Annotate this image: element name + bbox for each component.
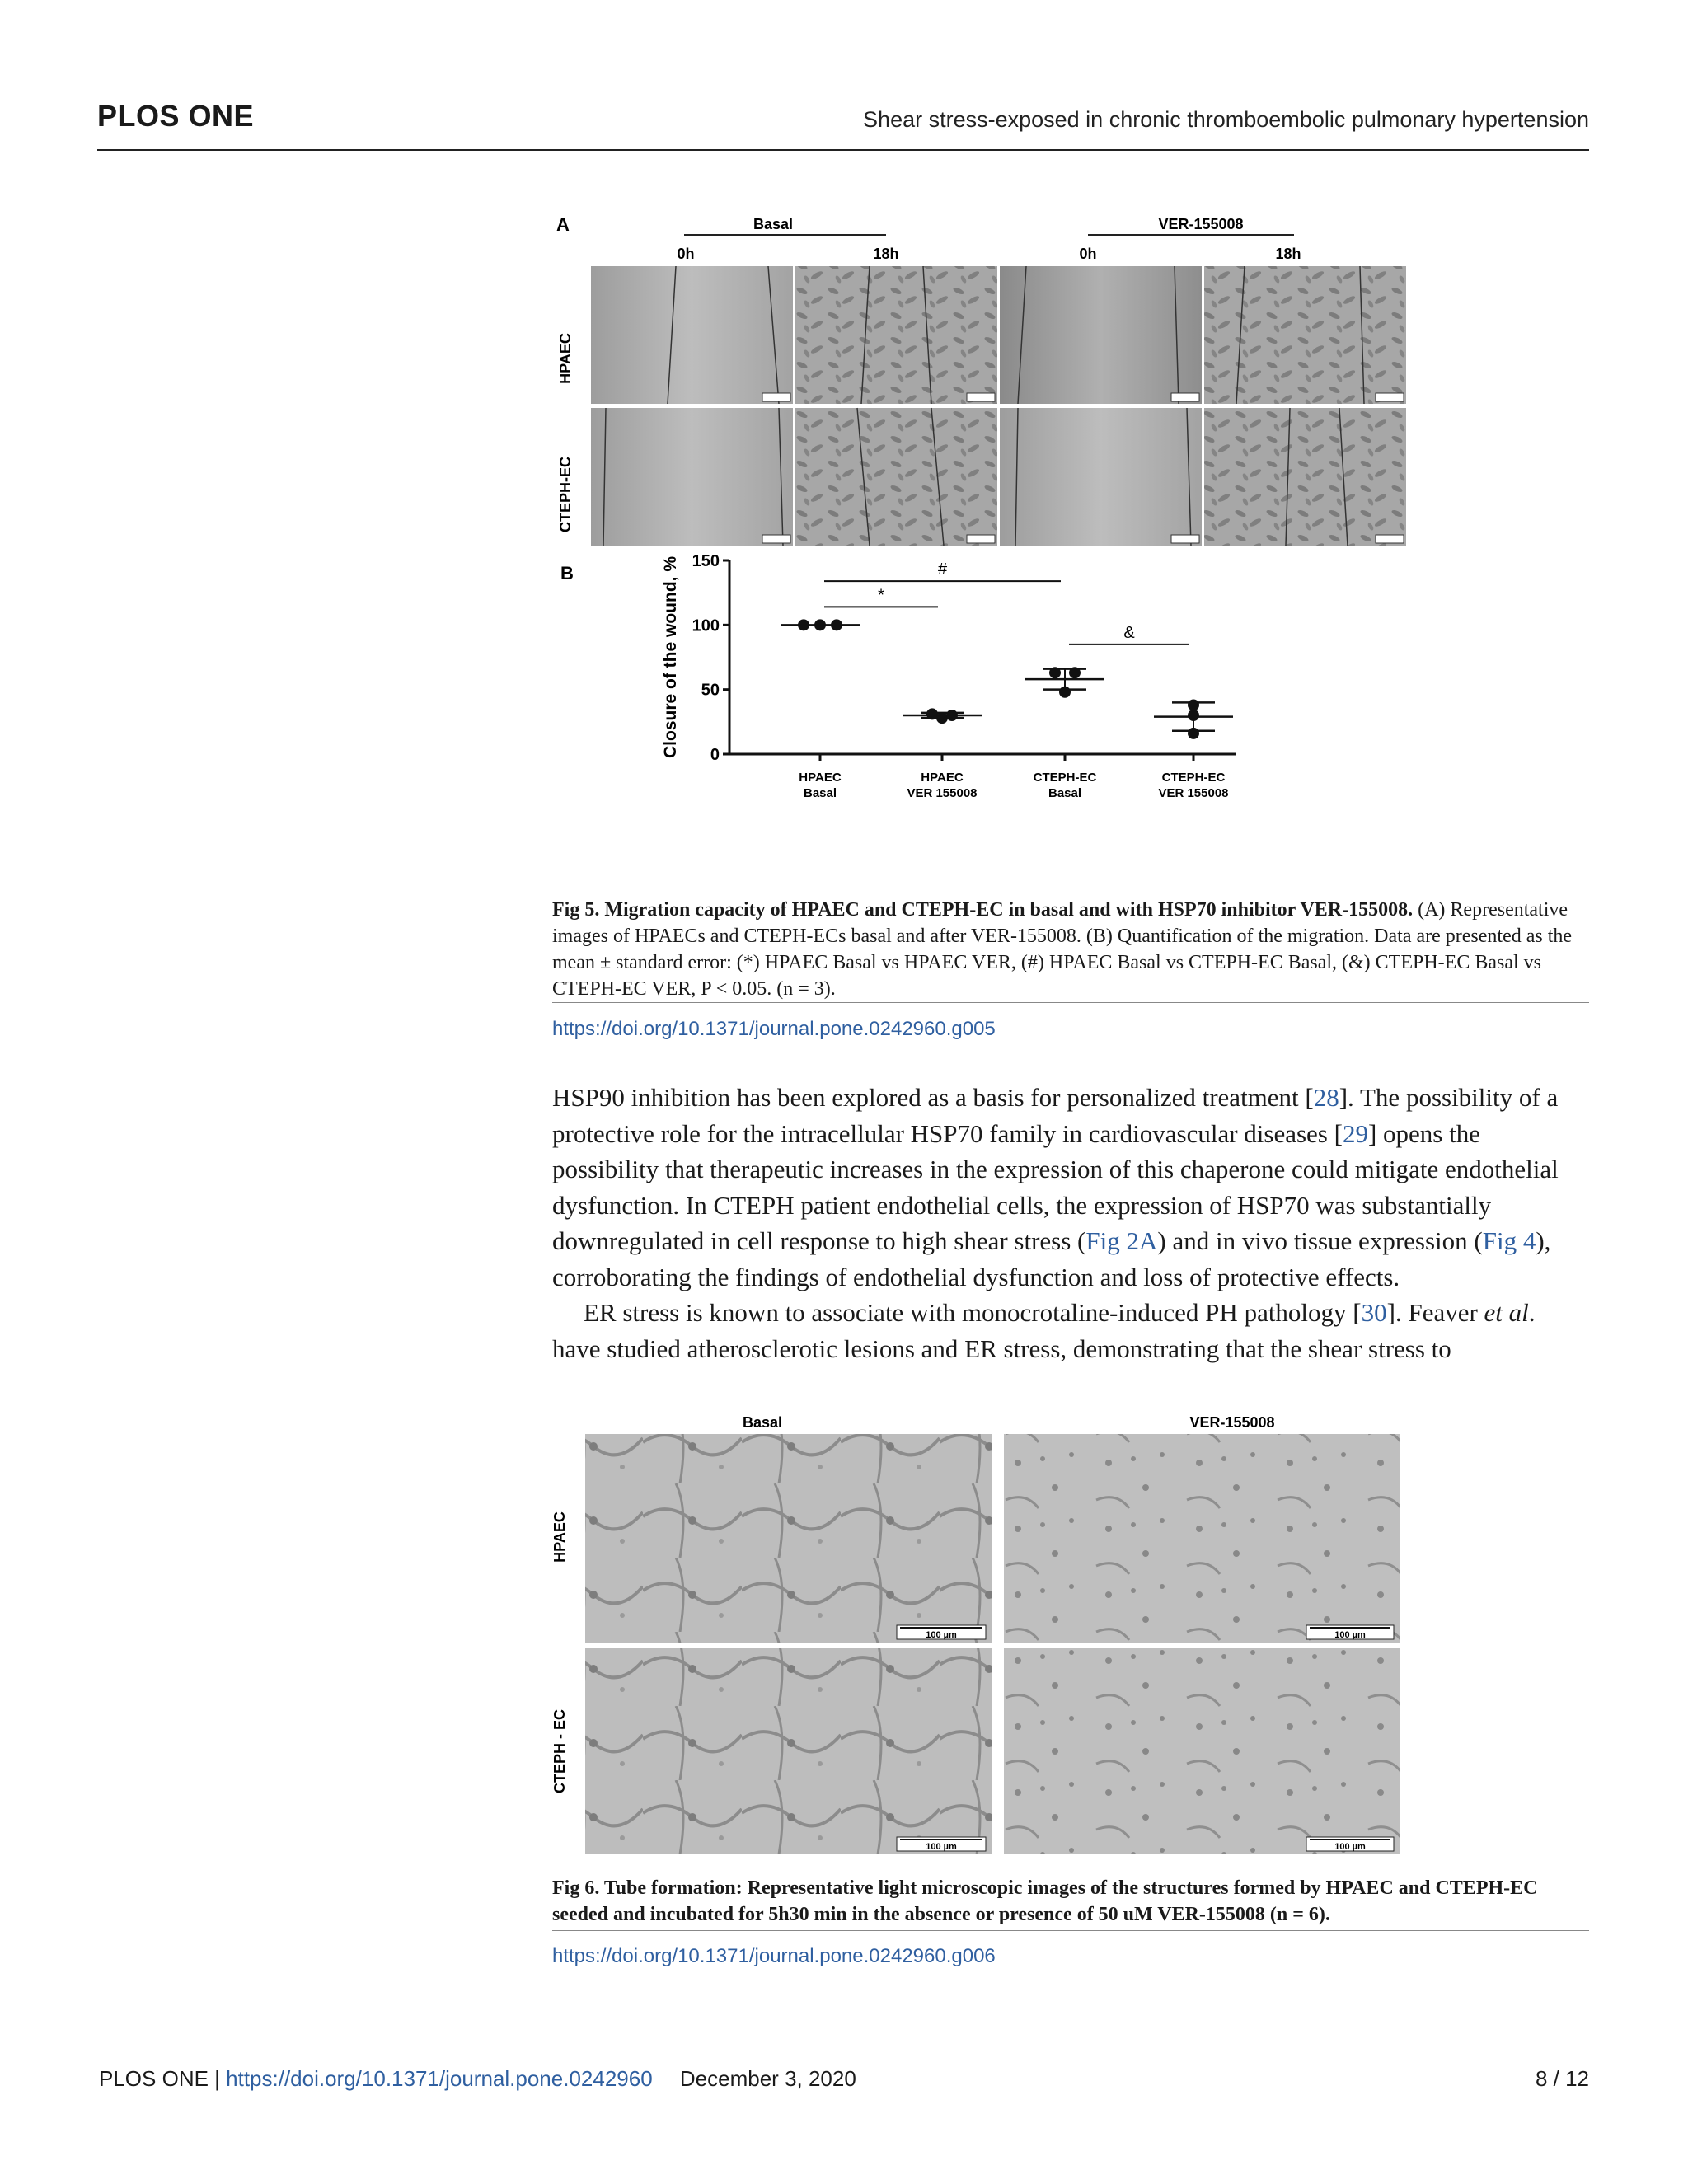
data-point <box>1059 687 1071 698</box>
data-point <box>926 708 938 719</box>
fig6-caption <box>552 1875 1589 1928</box>
fig6-caption-divider <box>552 1930 1589 1931</box>
footer-journal: PLOS ONE | <box>99 2066 227 2091</box>
group-label-ver: VER-155008 <box>1158 216 1244 232</box>
footer-date: December 3, 2020 <box>679 2066 856 2091</box>
fig6-col-label-basal: Basal <box>742 1414 783 1431</box>
row-label-cteph: CTEPH-EC <box>557 456 574 533</box>
x-tick-label: VER 155008 <box>907 786 978 800</box>
panel-b-letter: B <box>560 563 574 583</box>
y-axis-label: Closure of the wound, % <box>661 556 680 758</box>
data-point <box>1069 667 1081 678</box>
micrograph-cteph-basal-18h <box>795 408 997 546</box>
micrograph-hpaec-basal-18h <box>795 266 997 404</box>
fig-4-link[interactable]: Fig 4 <box>1482 1226 1536 1255</box>
y-tick-label: 0 <box>710 746 720 764</box>
scale-bar-label: 100 µm <box>926 1630 957 1640</box>
row-label-hpaec: HPAEC <box>557 333 574 384</box>
micrograph-cteph-basal-0h <box>591 408 793 546</box>
data-point <box>814 619 826 630</box>
x-tick-label: VER 155008 <box>1158 786 1229 800</box>
fig-2a-link[interactable]: Fig 2A <box>1085 1226 1158 1255</box>
data-point <box>946 710 958 721</box>
running-title: Shear stress-exposed in chronic thromboembolic pulmonary hypertension <box>863 107 1589 132</box>
data-point <box>831 619 842 630</box>
footer-doi-link[interactable]: https://doi.org/10.1371/journal.pone.0242960 <box>226 2066 653 2091</box>
paragraph-2 <box>552 1295 1589 1366</box>
page-footer <box>99 2066 1589 2092</box>
time-label-0h-ver: 0h <box>1079 246 1097 262</box>
micrograph-fig6-hpaec-basal <box>585 1434 992 1643</box>
x-tick-label: HPAEC <box>799 771 842 785</box>
text-run: ), corroborating the findings of endothelial dysfunction and loss of protective effects. <box>552 1226 1551 1291</box>
ref-30-link[interactable]: 30 <box>1361 1298 1387 1327</box>
header-divider <box>97 149 1589 151</box>
time-label-18h-ver: 18h <box>1275 246 1301 262</box>
fig5-caption <box>552 897 1589 1002</box>
text-run: ER stress is known to associate with monocrotaline-induced PH pathology [ <box>584 1298 1362 1327</box>
fig6-row-label-hpaec: HPAEC <box>551 1511 568 1563</box>
fig5-caption-divider <box>552 1002 1589 1003</box>
text-run: ]. The possibility of a protective role for the intracellular HSP70 family in cardiovascular diseases [ <box>552 1083 1559 1148</box>
figure-6 <box>544 1409 1418 1858</box>
page-number: 8 / 12 <box>1535 2066 1589 2091</box>
data-point <box>1188 728 1199 739</box>
scale-bar-label: 100 µm <box>1334 1630 1366 1640</box>
text-run: ]. Feaver <box>1386 1298 1484 1327</box>
body-text <box>552 1080 1589 1366</box>
data-point <box>1049 667 1061 678</box>
significance-label: & <box>1123 623 1135 642</box>
time-label-0h-basal: 0h <box>677 246 695 262</box>
scale-bar-label: 100 µm <box>1334 1842 1366 1852</box>
data-point <box>798 619 809 630</box>
panel-a-letter: A <box>556 214 570 235</box>
text-run: ) and in vivo tissue expression ( <box>1157 1226 1483 1255</box>
fig6-doi-link[interactable]: https://doi.org/10.1371/journal.pone.0242960.g006 <box>552 1945 996 1967</box>
wound-closure-chart <box>661 552 1236 800</box>
x-tick-label: HPAEC <box>921 771 964 785</box>
x-tick-label: CTEPH-EC <box>1161 771 1226 785</box>
significance-label: # <box>937 560 948 579</box>
y-tick-label: 50 <box>701 681 720 700</box>
y-tick-label: 100 <box>692 616 720 635</box>
fig6-row-label-cteph: CTEPH - EC <box>551 1708 568 1794</box>
micrograph-fig6-cteph-ver <box>1004 1648 1400 1854</box>
data-point <box>1188 710 1199 721</box>
time-label-18h-basal: 18h <box>873 246 899 262</box>
micrograph-fig6-cteph-basal <box>585 1648 992 1854</box>
fig6-caption-title: Fig 6. Tube formation: Representative light microscopic images of the structures formed by HPAEC and CTEPH-EC seeded and incubated for 5h30 min in the absence or presence of 50 uM VER-155008 (n = 6). <box>552 1877 1538 1925</box>
x-tick-label: Basal <box>1048 786 1082 800</box>
significance-label: * <box>878 586 884 605</box>
micrograph-fig6-hpaec-ver <box>1004 1434 1400 1643</box>
ref-28-link[interactable]: 28 <box>1313 1083 1339 1112</box>
x-tick-label: CTEPH-EC <box>1033 771 1097 785</box>
micrograph-hpaec-ver-18h <box>1204 266 1406 404</box>
x-tick-label: Basal <box>803 786 837 800</box>
journal-logo: PLOS ONE <box>97 99 255 133</box>
group-label-basal: Basal <box>753 216 794 232</box>
fig5-caption-title: Fig 5. Migration capacity of HPAEC and CTEPH-EC in basal and with HSP70 inhibitor VER-155008. <box>552 899 1414 921</box>
fig5-caption-body: (A) Representative images of HPAECs and CTEPH-ECs basal and after VER-155008. (B) Quantification of the migration. Data are presented as the mean ± standard error: (*) HPAEC Basal vs HPAEC VER, (#) HPAEC Basal vs CTEPH-EC Basal, (&) CTEPH-EC Basal vs CTEPH-EC VER, P < 0.05. (n = 3). <box>552 899 1573 1000</box>
scale-bar-label: 100 µm <box>926 1842 957 1852</box>
fig5-doi-link[interactable]: https://doi.org/10.1371/journal.pone.0242960.g005 <box>552 1018 996 1040</box>
figure-5 <box>544 210 1418 878</box>
data-point <box>1188 699 1199 710</box>
data-point <box>936 712 948 724</box>
y-tick-label: 150 <box>692 552 720 570</box>
text-run: HSP90 inhibition has been explored as a basis for personalized treatment [ <box>552 1083 1314 1112</box>
micrograph-hpaec-ver-0h <box>1000 266 1202 404</box>
micrograph-hpaec-basal-0h <box>591 266 793 404</box>
et-al: et al <box>1484 1298 1529 1327</box>
fig6-col-label-ver: VER-155008 <box>1189 1414 1275 1431</box>
paragraph-1 <box>552 1080 1589 1295</box>
text-run: ] opens the possibility that therapeutic increases in the expression of this chaperone could mitigate endothelial dysfunction. In CTEPH patient endothelial cells, the expression of HSP70 was substantially downregulated in cell response to high shear stress ( <box>552 1118 1559 1255</box>
text-run: . have studied atherosclerotic lesions and ER stress, demonstrating that the shear stress to <box>552 1298 1536 1363</box>
micrograph-cteph-ver-18h <box>1204 408 1406 546</box>
micrograph-cteph-ver-0h <box>1000 408 1202 546</box>
ref-29-link[interactable]: 29 <box>1342 1118 1368 1148</box>
